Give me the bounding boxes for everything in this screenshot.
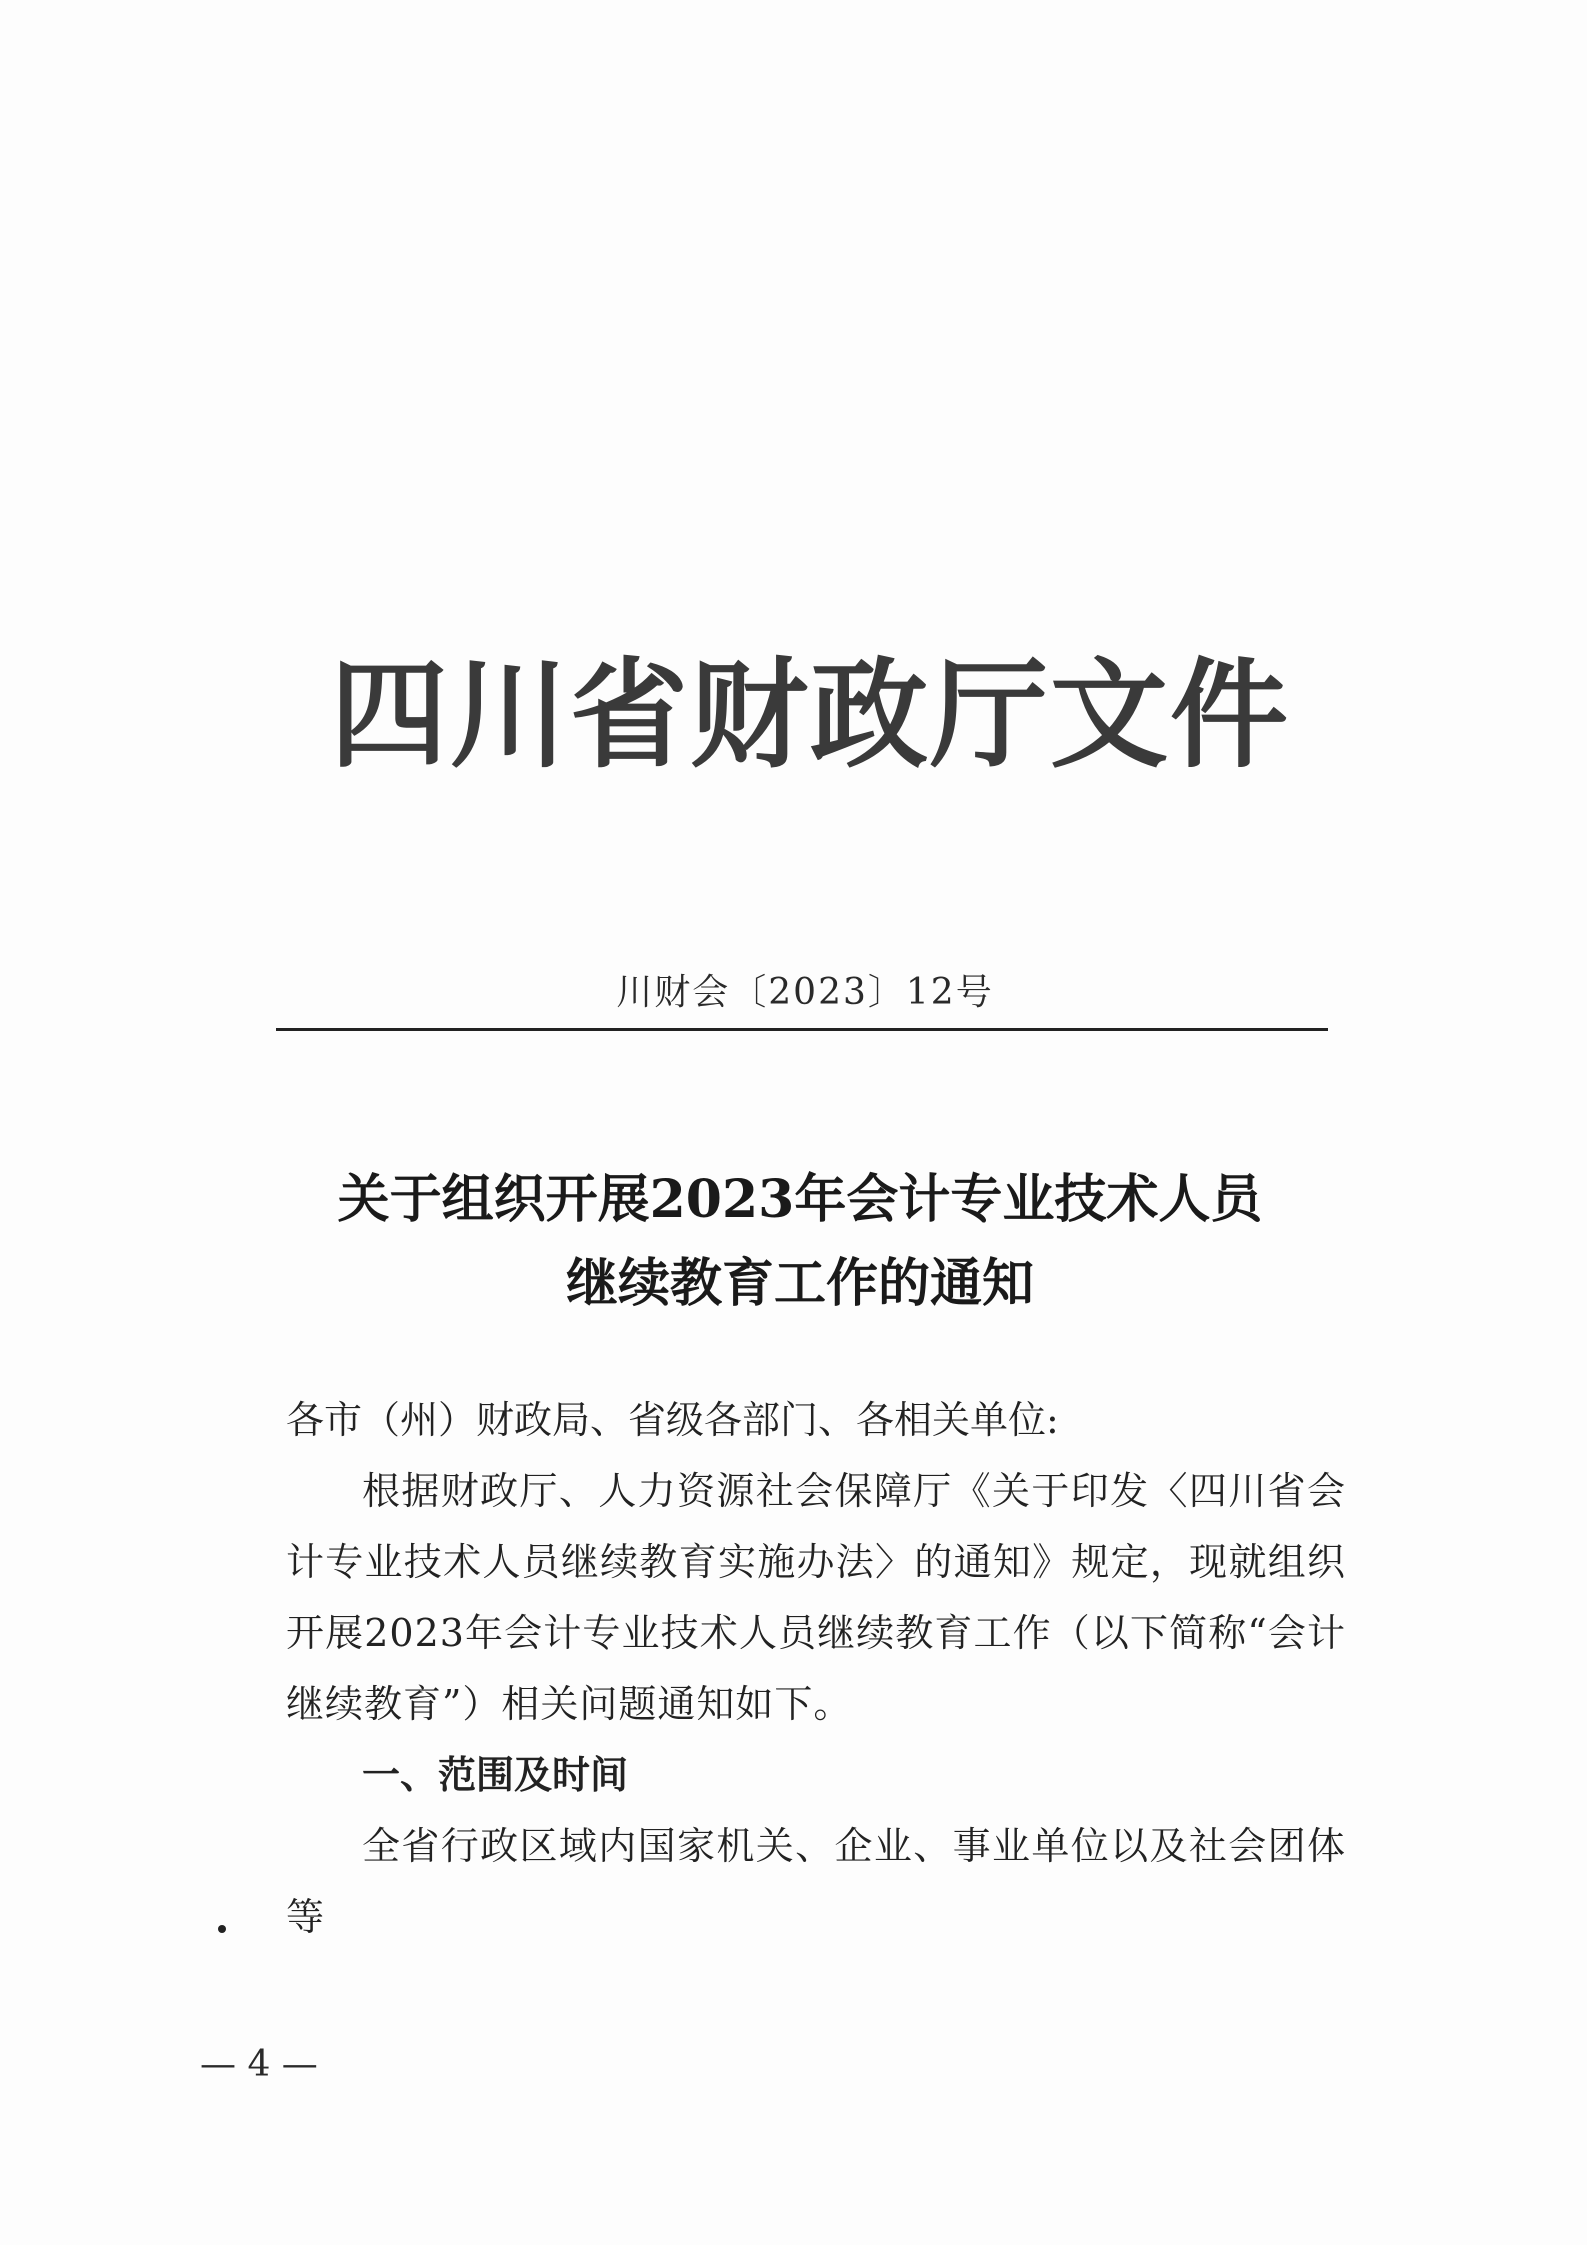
document-body	[286, 1385, 1346, 1953]
section-heading-1: 一、范围及时间	[362, 1753, 629, 1797]
header-divider	[276, 1028, 1328, 1031]
issuer-title: 四川省财政厅文件	[330, 646, 1291, 784]
document-title	[300, 1158, 1300, 1326]
stray-dot-mark	[218, 1925, 226, 1933]
salutation: 各市（州）财政局、省级各部门、各相关单位:	[286, 1398, 1059, 1442]
document-number: 川财会〔2023〕12号	[616, 972, 994, 1013]
page-number: — 4 —	[200, 2044, 318, 2085]
document-title-line-1: 关于组织开展2023年会计专业技术人员	[337, 1169, 1263, 1230]
paragraph-1: 根据财政厅、人力资源社会保障厅《关于印发〈四川省会计专业技术人员继续教育实施办法〉的通知》规定，现就组织开展2023年会计专业技术人员继续教育工作（以下简称“会计继续教育”）相关问题通知如下。	[286, 1469, 1346, 1726]
document-title-line-2: 继续教育工作的通知	[565, 1253, 1034, 1314]
paragraph-2: 全省行政区域内国家机关、企业、事业单位以及社会团体等	[286, 1824, 1346, 1939]
